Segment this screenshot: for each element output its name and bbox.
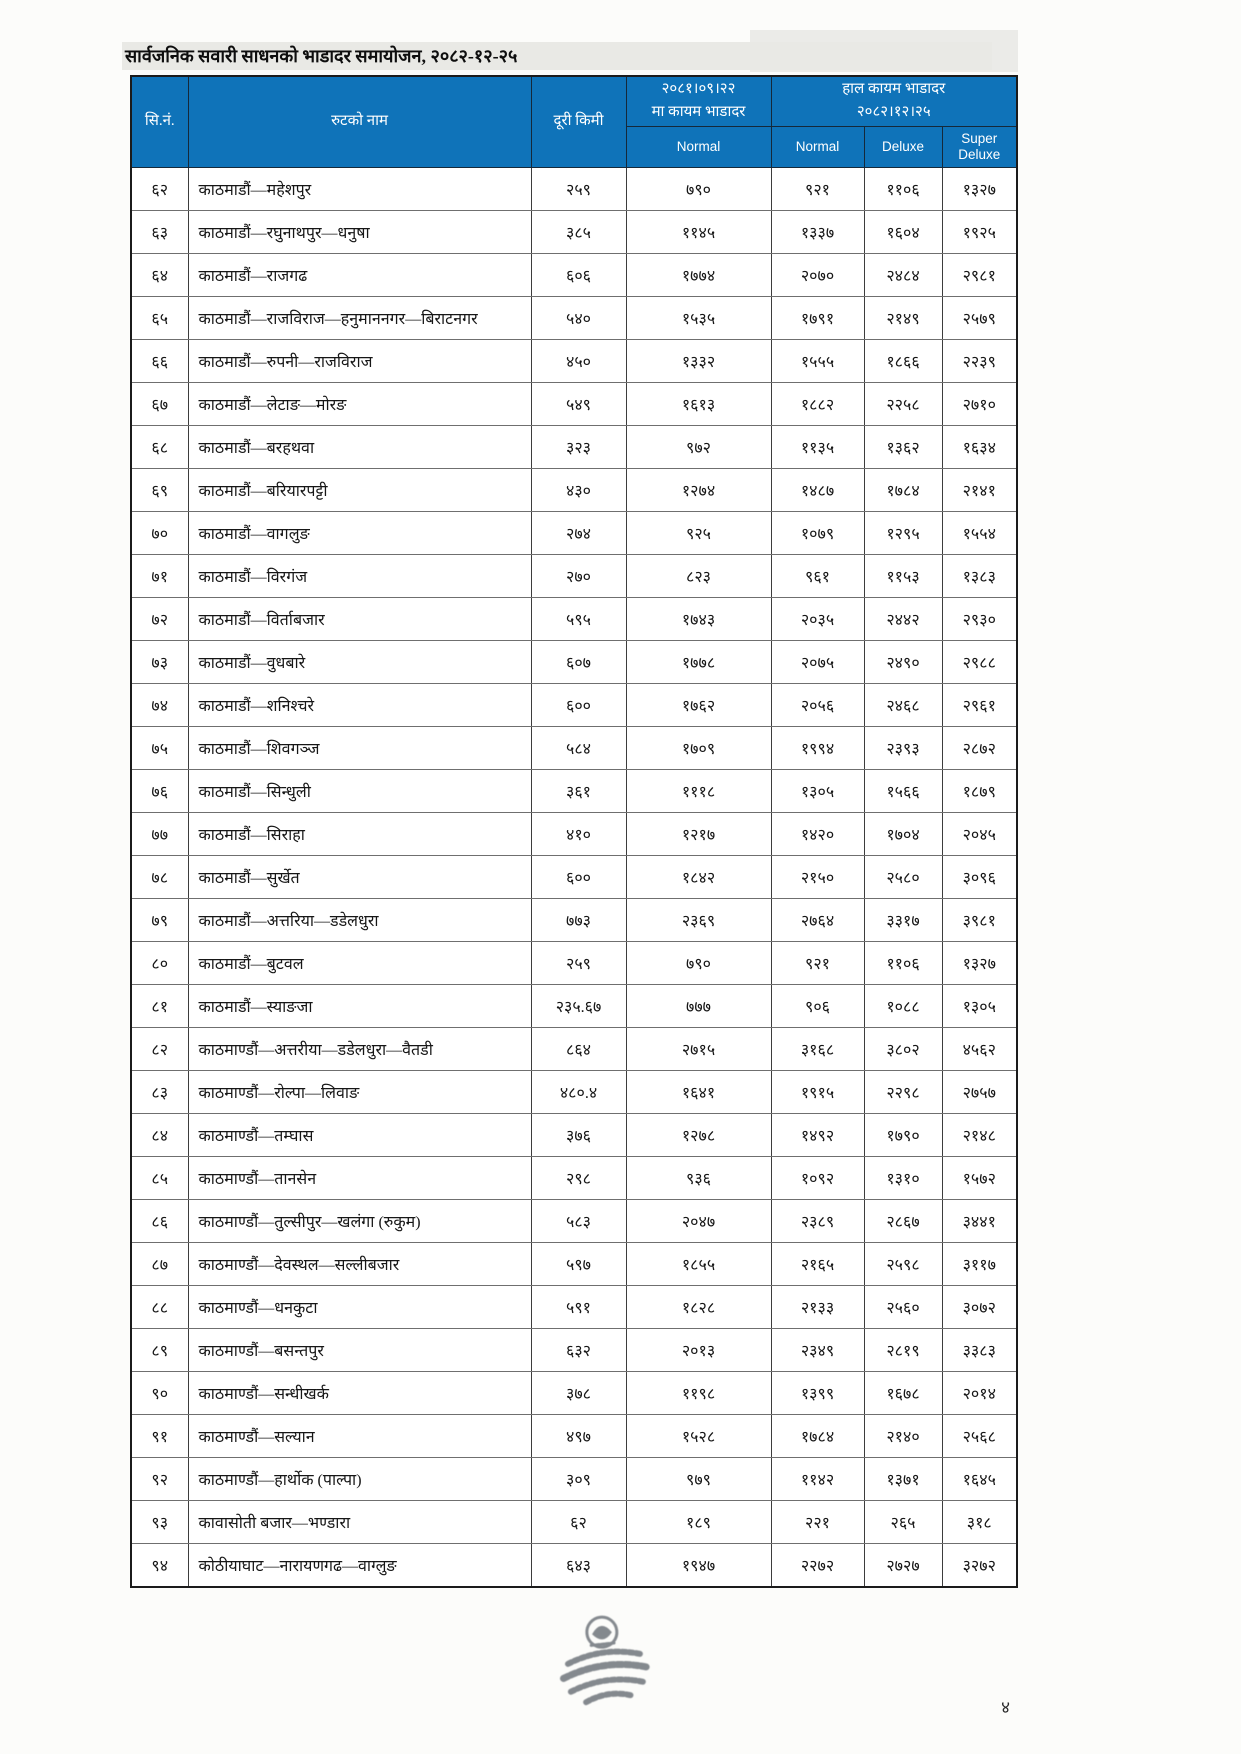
- route-name-cell: काठमाडौं—स्याङजा: [188, 984, 531, 1027]
- title-band: [122, 42, 992, 70]
- route-name-cell: काठमाण्डौं—तम्घास: [188, 1113, 531, 1156]
- deluxe-fare-cell: २४९०: [864, 640, 942, 683]
- page-number: ४: [1001, 1698, 1010, 1717]
- old-normal-fare-cell: ९७९: [626, 1457, 771, 1500]
- super-deluxe-fare-cell: ३२७२: [942, 1543, 1017, 1587]
- distance-cell: ५८३: [531, 1199, 626, 1242]
- table-row: [131, 1156, 1017, 1199]
- table-row: [131, 425, 1017, 468]
- distance-cell: २३५.६७: [531, 984, 626, 1027]
- table-row: [131, 683, 1017, 726]
- table-row: [131, 1285, 1017, 1328]
- serial-number-cell: ८१: [131, 984, 188, 1027]
- distance-cell: ६४३: [531, 1543, 626, 1587]
- normal-fare-cell: २७६४: [771, 898, 864, 941]
- serial-number-cell: ८४: [131, 1113, 188, 1156]
- table-row: [131, 468, 1017, 511]
- distance-cell: ४५०: [531, 339, 626, 382]
- distance-cell: ३७८: [531, 1371, 626, 1414]
- route-name-cell: काठमाण्डौं—अत्तरीया—डडेलधुरा—वैतडी: [188, 1027, 531, 1070]
- route-name-cell: काठमाडौं—वुधबारे: [188, 640, 531, 683]
- header-current-fare-date: २०८२।१२।२५: [856, 104, 931, 121]
- normal-fare-cell: १३०५: [771, 769, 864, 812]
- old-normal-fare-cell: २०१३: [626, 1328, 771, 1371]
- normal-fare-cell: १३९९: [771, 1371, 864, 1414]
- serial-number-cell: ७३: [131, 640, 188, 683]
- serial-number-cell: ८०: [131, 941, 188, 984]
- deluxe-fare-cell: २१४९: [864, 296, 942, 339]
- deluxe-fare-cell: १५६६: [864, 769, 942, 812]
- distance-cell: ५४९: [531, 382, 626, 425]
- header-current-fare-caption: हाल कायम भाडादर: [842, 81, 946, 97]
- table-row: [131, 210, 1017, 253]
- header-distance-km: दूरी किमी: [531, 76, 626, 167]
- super-deluxe-fare-cell: १८७९: [942, 769, 1017, 812]
- deluxe-fare-cell: १६०४: [864, 210, 942, 253]
- old-normal-fare-cell: ११४५: [626, 210, 771, 253]
- distance-cell: ४८०.४: [531, 1070, 626, 1113]
- normal-fare-cell: ९६१: [771, 554, 864, 597]
- super-deluxe-fare-cell: १५७२: [942, 1156, 1017, 1199]
- table-row: [131, 597, 1017, 640]
- route-name-cell: काठमाडौं—राजविराज—हनुमाननगर—बिराटनगर: [188, 296, 531, 339]
- old-normal-fare-cell: १८९: [626, 1500, 771, 1543]
- deluxe-fare-cell: २५६०: [864, 1285, 942, 1328]
- serial-number-cell: ७७: [131, 812, 188, 855]
- deluxe-fare-cell: १७०४: [864, 812, 942, 855]
- route-name-cell: काठमाण्डौं—तुल्सीपुर—खलंगा (रुकुम): [188, 1199, 531, 1242]
- serial-number-cell: ६३: [131, 210, 188, 253]
- super-deluxe-fare-cell: १६३४: [942, 425, 1017, 468]
- normal-fare-cell: २३८९: [771, 1199, 864, 1242]
- serial-number-cell: ८५: [131, 1156, 188, 1199]
- normal-fare-cell: २१६५: [771, 1242, 864, 1285]
- route-name-cell: काठमाडौं—बरहथवा: [188, 425, 531, 468]
- old-normal-fare-cell: १६१३: [626, 382, 771, 425]
- government-seal-stamp-icon: [538, 1606, 672, 1718]
- old-normal-fare-cell: १५२८: [626, 1414, 771, 1457]
- distance-cell: ८६४: [531, 1027, 626, 1070]
- table-row: [131, 1457, 1017, 1500]
- route-name-cell: काठमाडौं—वागलुङ: [188, 511, 531, 554]
- normal-fare-cell: ९०६: [771, 984, 864, 1027]
- serial-number-cell: ६९: [131, 468, 188, 511]
- normal-fare-cell: ३१६८: [771, 1027, 864, 1070]
- distance-cell: ३७६: [531, 1113, 626, 1156]
- serial-number-cell: ८९: [131, 1328, 188, 1371]
- normal-fare-cell: ११३५: [771, 425, 864, 468]
- super-deluxe-fare-cell: २७१०: [942, 382, 1017, 425]
- super-deluxe-fare-cell: ३०९६: [942, 855, 1017, 898]
- distance-cell: ३८५: [531, 210, 626, 253]
- table-row: [131, 382, 1017, 425]
- super-deluxe-fare-cell: १३०५: [942, 984, 1017, 1027]
- serial-number-cell: ८२: [131, 1027, 188, 1070]
- serial-number-cell: ७९: [131, 898, 188, 941]
- old-normal-fare-cell: १९४७: [626, 1543, 771, 1587]
- table-row: [131, 1500, 1017, 1543]
- serial-number-cell: ६५: [131, 296, 188, 339]
- normal-fare-cell: २१५०: [771, 855, 864, 898]
- normal-fare-cell: ९२१: [771, 167, 864, 210]
- deluxe-fare-cell: २७२७: [864, 1543, 942, 1587]
- route-name-cell: काठमाडौं—विर्ताबजार: [188, 597, 531, 640]
- old-normal-fare-cell: १७७४: [626, 253, 771, 296]
- deluxe-fare-cell: २२५८: [864, 382, 942, 425]
- normal-fare-cell: १०९२: [771, 1156, 864, 1199]
- deluxe-fare-cell: २४६८: [864, 683, 942, 726]
- old-normal-fare-cell: १२७४: [626, 468, 771, 511]
- deluxe-fare-cell: १८६६: [864, 339, 942, 382]
- distance-cell: २५९: [531, 941, 626, 984]
- normal-fare-cell: ९२१: [771, 941, 864, 984]
- table-row: [131, 1070, 1017, 1113]
- super-deluxe-fare-cell: २५६८: [942, 1414, 1017, 1457]
- distance-cell: ३०९: [531, 1457, 626, 1500]
- normal-fare-cell: २०७५: [771, 640, 864, 683]
- normal-fare-cell: १९१५: [771, 1070, 864, 1113]
- super-deluxe-fare-cell: १३८३: [942, 554, 1017, 597]
- normal-fare-cell: २१३३: [771, 1285, 864, 1328]
- distance-cell: ६०७: [531, 640, 626, 683]
- normal-fare-cell: १८८२: [771, 382, 864, 425]
- route-name-cell: काठमाण्डौं—हार्थोक (पाल्पा): [188, 1457, 531, 1500]
- route-name-cell: काठमाडौं—सिन्धुली: [188, 769, 531, 812]
- distance-cell: ५९७: [531, 1242, 626, 1285]
- deluxe-fare-cell: २४४२: [864, 597, 942, 640]
- super-deluxe-fare-cell: ३९८१: [942, 898, 1017, 941]
- old-normal-fare-cell: १७०९: [626, 726, 771, 769]
- fare-table: [130, 75, 1018, 1588]
- table-row: [131, 1414, 1017, 1457]
- route-name-cell: काठमाण्डौं—तानसेन: [188, 1156, 531, 1199]
- deluxe-fare-cell: २१४०: [864, 1414, 942, 1457]
- old-normal-fare-cell: २३६९: [626, 898, 771, 941]
- deluxe-fare-cell: ११०६: [864, 941, 942, 984]
- super-deluxe-fare-cell: २९३०: [942, 597, 1017, 640]
- super-deluxe-fare-cell: ३११७: [942, 1242, 1017, 1285]
- serial-number-cell: ९१: [131, 1414, 188, 1457]
- deluxe-fare-cell: ३८०२: [864, 1027, 942, 1070]
- route-name-cell: काठमाण्डौं—देवस्थल—सल्लीबजार: [188, 1242, 531, 1285]
- super-deluxe-fare-cell: १३२७: [942, 167, 1017, 210]
- page-title: सार्वजनिक सवारी साधनको भाडादर समायोजन, २०८२-१२-२५: [125, 46, 518, 66]
- deluxe-fare-cell: २८१९: [864, 1328, 942, 1371]
- deluxe-fare-cell: ११५३: [864, 554, 942, 597]
- old-normal-fare-cell: १५३५: [626, 296, 771, 339]
- serial-number-cell: ७६: [131, 769, 188, 812]
- serial-number-cell: ७८: [131, 855, 188, 898]
- old-normal-fare-cell: ७९०: [626, 941, 771, 984]
- old-normal-fare-cell: १८५५: [626, 1242, 771, 1285]
- table-header: [131, 76, 1017, 167]
- serial-number-cell: ८८: [131, 1285, 188, 1328]
- deluxe-fare-cell: १२९५: [864, 511, 942, 554]
- normal-fare-cell: १४२०: [771, 812, 864, 855]
- serial-number-cell: ७०: [131, 511, 188, 554]
- route-name-cell: काठमाडौं—विरगंज: [188, 554, 531, 597]
- distance-cell: ३२३: [531, 425, 626, 468]
- table-row: [131, 1543, 1017, 1587]
- old-normal-fare-cell: १७४३: [626, 597, 771, 640]
- route-name-cell: काठमाडौं—बुटवल: [188, 941, 531, 984]
- table-row: [131, 640, 1017, 683]
- normal-fare-cell: २३४९: [771, 1328, 864, 1371]
- deluxe-fare-cell: १०८८: [864, 984, 942, 1027]
- header-serial-number: सि.नं.: [131, 76, 188, 167]
- table-row: [131, 554, 1017, 597]
- serial-number-cell: ६८: [131, 425, 188, 468]
- distance-cell: ४९७: [531, 1414, 626, 1457]
- table-row: [131, 855, 1017, 898]
- route-name-cell: कोठीयाघाट—नारायणगढ—वाग्लुङ: [188, 1543, 531, 1587]
- super-deluxe-fare-cell: २०१४: [942, 1371, 1017, 1414]
- normal-fare-cell: १३३७: [771, 210, 864, 253]
- table-row: [131, 812, 1017, 855]
- distance-cell: ४१०: [531, 812, 626, 855]
- header-old-normal: Normal: [626, 126, 771, 167]
- old-normal-fare-cell: २७१५: [626, 1027, 771, 1070]
- old-normal-fare-cell: १८२८: [626, 1285, 771, 1328]
- super-deluxe-fare-cell: २७५७: [942, 1070, 1017, 1113]
- deluxe-fare-cell: २३९३: [864, 726, 942, 769]
- header-current-fare-group: [771, 76, 1017, 126]
- serial-number-cell: ८६: [131, 1199, 188, 1242]
- route-name-cell: काठमाडौं—महेशपुर: [188, 167, 531, 210]
- old-normal-fare-cell: १६४१: [626, 1070, 771, 1113]
- serial-number-cell: ७१: [131, 554, 188, 597]
- old-normal-fare-cell: १२१७: [626, 812, 771, 855]
- super-deluxe-fare-cell: १५५४: [942, 511, 1017, 554]
- serial-number-cell: ७२: [131, 597, 188, 640]
- table-row: [131, 253, 1017, 296]
- deluxe-fare-cell: ११०६: [864, 167, 942, 210]
- deluxe-fare-cell: ३३१७: [864, 898, 942, 941]
- route-name-cell: काठमाण्डौं—सन्धीखर्क: [188, 1371, 531, 1414]
- table-row: [131, 1199, 1017, 1242]
- super-deluxe-fare-cell: २१४१: [942, 468, 1017, 511]
- table-row: [131, 1113, 1017, 1156]
- old-normal-fare-cell: १११८: [626, 769, 771, 812]
- super-deluxe-fare-cell: ३४४१: [942, 1199, 1017, 1242]
- old-normal-fare-cell: २०४७: [626, 1199, 771, 1242]
- super-deluxe-fare-cell: ४५६२: [942, 1027, 1017, 1070]
- table-row: [131, 726, 1017, 769]
- route-name-cell: काठमाडौं—शनिश्चरे: [188, 683, 531, 726]
- table-row: [131, 167, 1017, 210]
- distance-cell: २९८: [531, 1156, 626, 1199]
- deluxe-fare-cell: १६७८: [864, 1371, 942, 1414]
- normal-fare-cell: १०७९: [771, 511, 864, 554]
- old-normal-fare-cell: ९३६: [626, 1156, 771, 1199]
- old-normal-fare-cell: १३३२: [626, 339, 771, 382]
- super-deluxe-fare-cell: २९८१: [942, 253, 1017, 296]
- table-row: [131, 1328, 1017, 1371]
- distance-cell: २७४: [531, 511, 626, 554]
- distance-cell: ५४०: [531, 296, 626, 339]
- table-row: [131, 941, 1017, 984]
- deluxe-fare-cell: १७९०: [864, 1113, 942, 1156]
- deluxe-fare-cell: २२९८: [864, 1070, 942, 1113]
- table-row: [131, 1242, 1017, 1285]
- distance-cell: ३६१: [531, 769, 626, 812]
- super-deluxe-fare-cell: १९२५: [942, 210, 1017, 253]
- header-group-row: [131, 76, 1017, 126]
- super-deluxe-fare-cell: १६४५: [942, 1457, 1017, 1500]
- normal-fare-cell: २२१: [771, 1500, 864, 1543]
- super-deluxe-fare-cell: २२३९: [942, 339, 1017, 382]
- route-name-cell: काठमाडौं—बरियारपट्टी: [188, 468, 531, 511]
- old-normal-fare-cell: ११९८: [626, 1371, 771, 1414]
- normal-fare-cell: १५५५: [771, 339, 864, 382]
- serial-number-cell: ६७: [131, 382, 188, 425]
- route-name-cell: काठमाडौं—रुपनी—राजविराज: [188, 339, 531, 382]
- old-normal-fare-cell: ८२३: [626, 554, 771, 597]
- old-normal-fare-cell: १२७८: [626, 1113, 771, 1156]
- serial-number-cell: ८३: [131, 1070, 188, 1113]
- normal-fare-cell: १७८४: [771, 1414, 864, 1457]
- header-super-deluxe: Super Deluxe: [942, 126, 1017, 167]
- old-normal-fare-cell: ९२५: [626, 511, 771, 554]
- normal-fare-cell: १७९१: [771, 296, 864, 339]
- normal-fare-cell: १४९२: [771, 1113, 864, 1156]
- distance-cell: ५९१: [531, 1285, 626, 1328]
- old-normal-fare-cell: ९७२: [626, 425, 771, 468]
- deluxe-fare-cell: २५९८: [864, 1242, 942, 1285]
- header-new-normal: Normal: [771, 126, 864, 167]
- super-deluxe-fare-cell: ३३८३: [942, 1328, 1017, 1371]
- distance-cell: ४३०: [531, 468, 626, 511]
- table-body: [131, 167, 1017, 1587]
- header-route-name: रुटको नाम: [188, 76, 531, 167]
- normal-fare-cell: १९९४: [771, 726, 864, 769]
- serial-number-cell: ६४: [131, 253, 188, 296]
- deluxe-fare-cell: १३१०: [864, 1156, 942, 1199]
- normal-fare-cell: १४८७: [771, 468, 864, 511]
- distance-cell: ५८४: [531, 726, 626, 769]
- normal-fare-cell: २२७२: [771, 1543, 864, 1587]
- route-name-cell: काठमाडौं—शिवगञ्ज: [188, 726, 531, 769]
- super-deluxe-fare-cell: २५७९: [942, 296, 1017, 339]
- serial-number-cell: ९०: [131, 1371, 188, 1414]
- table-row: [131, 339, 1017, 382]
- normal-fare-cell: २०३५: [771, 597, 864, 640]
- route-name-cell: काठमाडौं—सिराहा: [188, 812, 531, 855]
- super-deluxe-fare-cell: २९८८: [942, 640, 1017, 683]
- serial-number-cell: ६२: [131, 167, 188, 210]
- distance-cell: २७०: [531, 554, 626, 597]
- route-name-cell: काठमाडौं—सुर्खेत: [188, 855, 531, 898]
- old-normal-fare-cell: १७६२: [626, 683, 771, 726]
- super-deluxe-fare-cell: २८७२: [942, 726, 1017, 769]
- deluxe-fare-cell: २६५: [864, 1500, 942, 1543]
- normal-fare-cell: २०७०: [771, 253, 864, 296]
- distance-cell: ५९५: [531, 597, 626, 640]
- serial-number-cell: ९४: [131, 1543, 188, 1587]
- distance-cell: ६०६: [531, 253, 626, 296]
- table-row: [131, 898, 1017, 941]
- serial-number-cell: ९३: [131, 1500, 188, 1543]
- route-name-cell: काठमाण्डौं—बसन्तपुर: [188, 1328, 531, 1371]
- distance-cell: ६००: [531, 683, 626, 726]
- super-deluxe-fare-cell: १३२७: [942, 941, 1017, 984]
- table-row: [131, 769, 1017, 812]
- distance-cell: ६००: [531, 855, 626, 898]
- route-name-cell: काठमाडौं—लेटाङ—मोरङ: [188, 382, 531, 425]
- super-deluxe-fare-cell: २९६१: [942, 683, 1017, 726]
- serial-number-cell: ९२: [131, 1457, 188, 1500]
- route-name-cell: काठमाण्डौं—रोल्पा—लिवाङ: [188, 1070, 531, 1113]
- super-deluxe-fare-cell: २०४५: [942, 812, 1017, 855]
- old-normal-fare-cell: १८४२: [626, 855, 771, 898]
- super-deluxe-fare-cell: ३०७२: [942, 1285, 1017, 1328]
- header-old-fare-caption: मा कायम भाडादर: [651, 104, 746, 121]
- deluxe-fare-cell: १३६२: [864, 425, 942, 468]
- serial-number-cell: ६६: [131, 339, 188, 382]
- deluxe-fare-cell: २४८४: [864, 253, 942, 296]
- route-name-cell: कावासोती बजार—भण्डारा: [188, 1500, 531, 1543]
- table-row: [131, 984, 1017, 1027]
- table-row: [131, 1371, 1017, 1414]
- normal-fare-cell: ११४२: [771, 1457, 864, 1500]
- route-name-cell: काठमाडौं—अत्तरिया—डडेलधुरा: [188, 898, 531, 941]
- table-row: [131, 511, 1017, 554]
- route-name-cell: काठमाण्डौं—धनकुटा: [188, 1285, 531, 1328]
- old-normal-fare-cell: ७७७: [626, 984, 771, 1027]
- serial-number-cell: ७५: [131, 726, 188, 769]
- normal-fare-cell: २०५६: [771, 683, 864, 726]
- table-row: [131, 1027, 1017, 1070]
- deluxe-fare-cell: १७८४: [864, 468, 942, 511]
- route-name-cell: काठमाडौं—राजगढ: [188, 253, 531, 296]
- serial-number-cell: ८७: [131, 1242, 188, 1285]
- distance-cell: ७७३: [531, 898, 626, 941]
- super-deluxe-fare-cell: २१४८: [942, 1113, 1017, 1156]
- header-old-fare-date: २०८१।०९।२२: [661, 81, 736, 97]
- deluxe-fare-cell: १३७१: [864, 1457, 942, 1500]
- route-name-cell: काठमाण्डौं—सल्यान: [188, 1414, 531, 1457]
- distance-cell: ६३२: [531, 1328, 626, 1371]
- deluxe-fare-cell: २५८०: [864, 855, 942, 898]
- old-normal-fare-cell: १७७८: [626, 640, 771, 683]
- route-name-cell: काठमाडौं—रघुनाथपुर—धनुषा: [188, 210, 531, 253]
- super-deluxe-fare-cell: ३१८: [942, 1500, 1017, 1543]
- old-normal-fare-cell: ७९०: [626, 167, 771, 210]
- header-old-fare-group: [626, 76, 771, 126]
- distance-cell: ६२: [531, 1500, 626, 1543]
- header-deluxe: Deluxe: [864, 126, 942, 167]
- distance-cell: २५९: [531, 167, 626, 210]
- serial-number-cell: ७४: [131, 683, 188, 726]
- table-row: [131, 296, 1017, 339]
- deluxe-fare-cell: २८६७: [864, 1199, 942, 1242]
